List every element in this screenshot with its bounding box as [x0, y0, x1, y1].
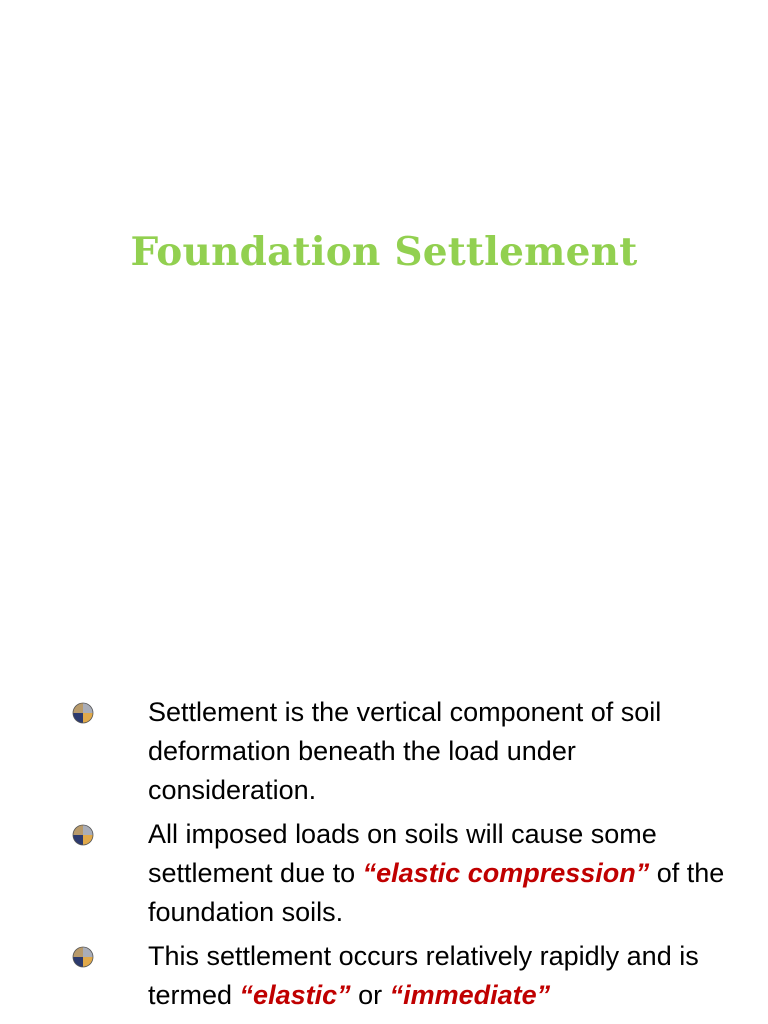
emphasis-text: “elastic”: [239, 980, 351, 1010]
bullet-text: or: [350, 980, 390, 1010]
bullet-item: [0, 693, 768, 810]
quartered-sphere-bullet-icon: [71, 701, 95, 725]
quartered-sphere-bullet-icon: [71, 945, 95, 969]
quartered-sphere-bullet-icon: [71, 823, 95, 847]
bullet-text: All imposed loads on soils will cause some settlement due to: [148, 819, 657, 888]
bullet-text: Settlement is the vertical component of soil deformation beneath the load under consideration.: [148, 697, 662, 805]
bullet-text: This settlement occurs relatively rapidly and is termed: [148, 941, 699, 1010]
bullet-list: [0, 693, 768, 1020]
bullet-text: of the foundation soils.: [148, 858, 725, 927]
slide-title: Foundation Settlement: [130, 229, 638, 275]
emphasis-text: “immediate”: [389, 980, 551, 1010]
bullet-item: [0, 937, 768, 1015]
emphasis-text: “elastic compression”: [362, 858, 650, 888]
bullet-item: [0, 815, 768, 932]
